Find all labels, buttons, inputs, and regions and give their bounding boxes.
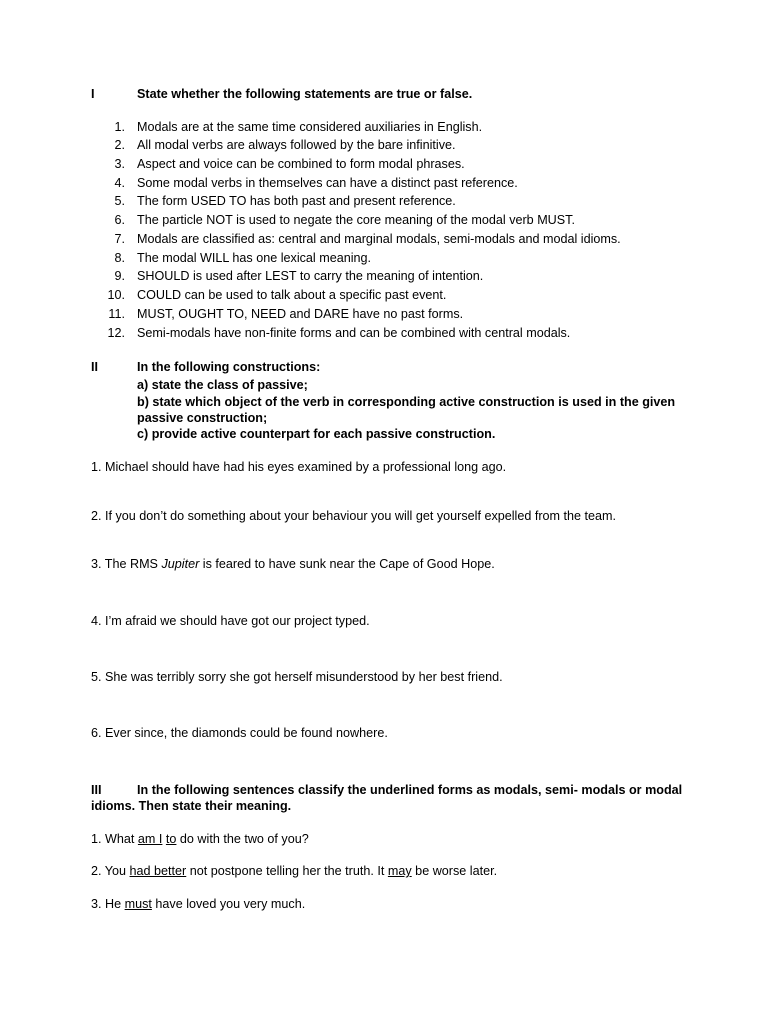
item-number: 6.	[114, 213, 125, 227]
construction-6: 6. Ever since, the diamonds could be found nowhere.	[91, 726, 388, 740]
item-number: 3.	[114, 157, 125, 171]
section-1-heading: State whether the following statements are true or false.	[137, 87, 473, 101]
section-3-heading: In the following sentences classify the underlined forms as modals, semi- modals or modal	[137, 783, 683, 797]
construction-3	[91, 555, 495, 573]
underlined-form: must	[124, 897, 152, 911]
construction-2: 2. If you don’t do something about your behaviour you will get yourself expelled from the team.	[91, 509, 617, 523]
sentence-3-pre: 3. He	[91, 897, 125, 911]
item-number: 10.	[107, 288, 125, 302]
list-item: All modal verbs are always followed by the bare infinitive.	[137, 138, 456, 152]
list-item: Some modal verbs in themselves can have a distinct past reference.	[137, 176, 518, 190]
section-2-sub-c: c) provide active counterpart for each passive construction.	[137, 427, 496, 441]
section-3-heading-cont: idioms. Then state their meaning.	[91, 799, 292, 813]
sentence-3	[91, 895, 305, 913]
construction-3-post: is feared to have sunk near the Cape of Good Hope.	[199, 557, 495, 571]
construction-3-pre: 3. The RMS	[91, 557, 162, 571]
sentence-1-pre: 1. What	[91, 832, 138, 846]
list-item: The particle NOT is used to negate the core meaning of the modal verb MUST.	[137, 213, 575, 227]
item-number: 7.	[114, 232, 125, 246]
list-item: Modals are at the same time considered auxiliaries in English.	[137, 120, 483, 134]
ship-name: Jupiter	[161, 557, 200, 571]
list-item: SHOULD is used after LEST to carry the meaning of intention.	[137, 269, 484, 283]
item-number: 2.	[114, 138, 125, 152]
section-2-sub-a: a) state the class of passive;	[137, 378, 308, 392]
section-2-heading: In the following constructions:	[137, 360, 321, 374]
list-item: Semi-modals have non-finite forms and can be combined with central modals.	[137, 326, 571, 340]
underlined-form: am I	[137, 832, 163, 846]
item-number: 4.	[114, 176, 125, 190]
section-2-sub-b: b) state which object of the verb in corresponding active construction is used in the given	[137, 395, 676, 409]
section-2-sub-b-cont: passive construction;	[137, 411, 268, 425]
list-item: The form USED TO has both past and present reference.	[137, 194, 456, 208]
construction-4: 4. I’m afraid we should have got our project typed.	[91, 614, 370, 628]
sentence-1-post: do with the two of you?	[176, 832, 309, 846]
underlined-form: to	[165, 832, 177, 846]
list-item: COULD can be used to talk about a specific past event.	[137, 288, 447, 302]
list-item: The modal WILL has one lexical meaning.	[137, 251, 372, 265]
underlined-form: had better	[129, 864, 187, 878]
sentence-2-pre: 2. You	[91, 864, 130, 878]
list-item: MUST, OUGHT TO, NEED and DARE have no past forms.	[137, 307, 464, 321]
item-number: 9.	[114, 269, 125, 283]
item-number: 12.	[107, 326, 125, 340]
item-number: 1.	[114, 120, 125, 134]
list-item: Aspect and voice can be combined to form modal phrases.	[137, 157, 465, 171]
item-number: 8.	[114, 251, 125, 265]
section-3-numeral: III	[91, 783, 102, 797]
sentence-2-mid: not postpone telling her the truth. It	[186, 864, 388, 878]
list-item: Modals are classified as: central and marginal modals, semi-modals and modal idioms.	[137, 232, 621, 246]
item-number: 5.	[114, 194, 125, 208]
item-number: 11.	[108, 307, 125, 321]
sentence-2-post: be worse later.	[411, 864, 498, 878]
sentence-2	[91, 862, 497, 880]
sentence-3-post: have loved you very much.	[151, 897, 306, 911]
underlined-form: may	[387, 864, 412, 878]
sentence-1	[91, 830, 309, 848]
section-2-numeral: II	[91, 360, 98, 374]
construction-1: 1. Michael should have had his eyes examined by a professional long ago.	[91, 460, 507, 474]
section-1-numeral: I	[91, 87, 95, 101]
construction-5: 5. She was terribly sorry she got herself misunderstood by her best friend.	[91, 670, 503, 684]
